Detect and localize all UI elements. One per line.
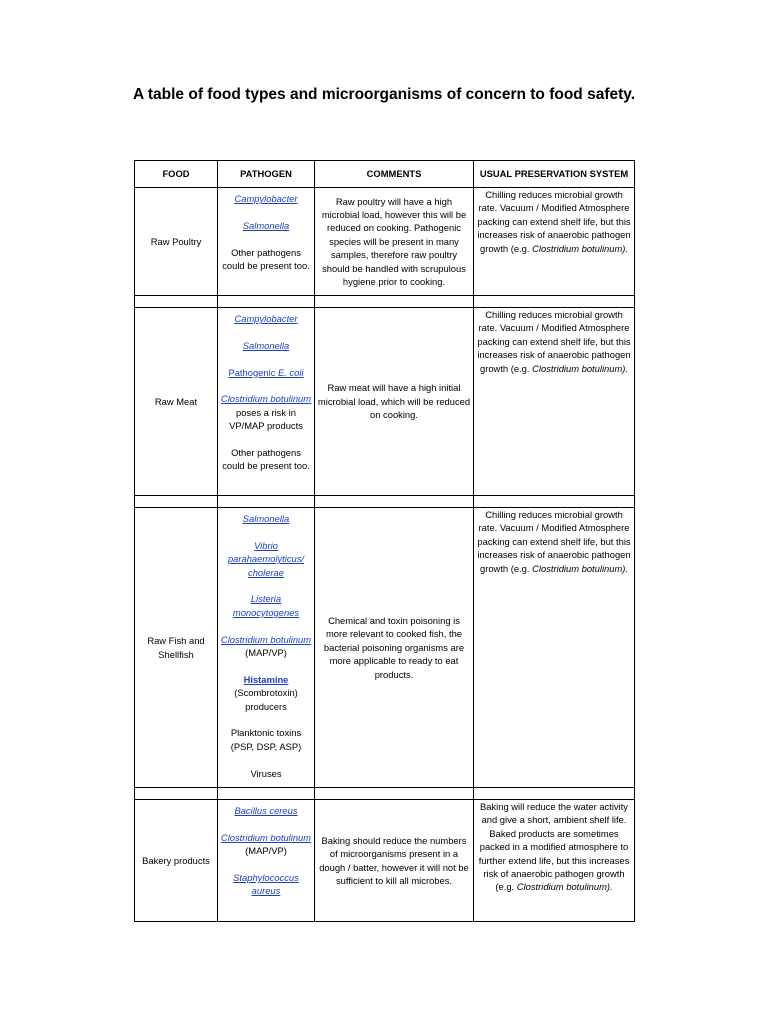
header-pathogen: PATHOGEN — [218, 161, 315, 188]
preservation-cell — [474, 508, 635, 788]
pathogen-note: (Scombrotoxin) producers — [234, 687, 298, 712]
comments-cell: Raw poultry will have a high microbial load, however this will be reduced on cooking. Pathogenic species will be present in many samples, therefore raw poultry should be handled with scrupulous hygiene prior to cooking. — [315, 188, 474, 296]
pathogen-link[interactable]: Campylobacter — [234, 313, 298, 324]
pathogen-link[interactable]: Clostridium botulinum — [220, 393, 312, 405]
pathogen-link[interactable]: Clostridium botulinum — [220, 831, 312, 843]
pathogen-link[interactable]: Salmonella — [242, 339, 290, 351]
preservation-organism: Clostridium botulinum). — [532, 362, 628, 374]
pathogen-link[interactable]: Salmonella — [242, 219, 290, 231]
preservation-organism: Clostridium botulinum). — [532, 562, 628, 574]
spacer-row — [135, 496, 635, 508]
pathogen-link[interactable]: Staphylococcus aureus — [233, 872, 299, 897]
pathogen-link[interactable]: Bacillus cereus — [234, 805, 298, 816]
header-row — [135, 161, 635, 188]
pathogen-cell — [218, 308, 315, 496]
comments-cell: Raw meat will have a high initial microbial load, which will be reduced on cooking. — [315, 308, 474, 496]
pathogen-note: (MAP/VP) — [245, 647, 287, 659]
preservation-cell — [474, 188, 635, 296]
table-row — [135, 188, 635, 296]
pathogen-link[interactable]: Histamine — [243, 673, 289, 685]
pathogen-cell — [218, 800, 315, 922]
pathogen-link[interactable] — [228, 367, 303, 378]
table-row — [135, 508, 635, 788]
pathogen-cell — [218, 188, 315, 296]
pathogen-link-prefix: Pathogenic — [228, 366, 276, 378]
pathogen-link[interactable]: Campylobacter — [234, 193, 298, 204]
pathogen-note: Other pathogens could be present too. — [222, 447, 310, 472]
food-cell: Bakery products — [135, 800, 218, 922]
pathogen-cell — [218, 508, 315, 788]
pathogen-link[interactable]: Clostridium botulinum — [220, 633, 312, 645]
pathogen-note: Planktonic toxins (PSP, DSP, ASP) — [230, 727, 302, 752]
page-title: A table of food types and microorganisms of concern to food safety. — [132, 86, 636, 103]
preservation-text: Baking will reduce the water activity and give a short, ambient shelf life. Baked products are sometimes packed in a modified atmosphere to further extend life, but this increases risk of anaerobic pathogen growth (e.g. — [478, 801, 630, 893]
pathogen-link-italic: E. coli — [278, 366, 304, 378]
preservation-cell — [474, 800, 635, 922]
food-cell: Raw Meat — [135, 308, 218, 496]
pathogen-note: poses a risk in VP/MAP products — [229, 406, 303, 432]
table-row — [135, 800, 635, 922]
food-safety-table — [134, 160, 635, 922]
preservation-cell — [474, 308, 635, 496]
preservation-organism: Clostridium botulinum). — [516, 881, 613, 893]
preservation-organism: Clostridium botulinum). — [532, 242, 628, 254]
preservation-text: Chilling reduces microbial growth rate. Vacuum / Modified Atmosphere packing can extend shelf life, but this increases risk of anaerobic pathogen growth (e.g. — [477, 189, 631, 254]
preservation-text: Chilling reduces microbial growth rate. Vacuum / Modified Atmosphere packing can extend shelf life, but this increases risk of anaerobic pathogen growth (e.g. — [477, 309, 631, 374]
comments-cell: Chemical and toxin poisoning is more relevant to cooked fish, the bacterial poisoning organisms are more applicable to ready to eat products. — [315, 508, 474, 788]
header-comments: COMMENTS — [315, 161, 474, 188]
header-food: FOOD — [135, 161, 218, 188]
table-row — [135, 308, 635, 496]
food-cell: Raw Poultry — [135, 188, 218, 296]
pathogen-link[interactable]: Vibrio parahaemolyticus/ cholerae — [227, 539, 305, 578]
pathogen-note: Viruses — [250, 767, 282, 779]
pathogen-note: (MAP/VP) — [245, 845, 287, 857]
spacer-row — [135, 788, 635, 800]
food-cell: Raw Fish and Shellfish — [135, 508, 218, 788]
pathogen-link[interactable]: Listeria monocytogenes — [232, 593, 300, 618]
header-preservation: USUAL PRESERVATION SYSTEM — [474, 161, 635, 188]
spacer-row — [135, 296, 635, 308]
preservation-text: Chilling reduces microbial growth rate. Vacuum / Modified Atmosphere packing can extend shelf life, but this increases risk of anaerobic pathogen growth (e.g. — [477, 509, 631, 574]
comments-cell: Baking should reduce the numbers of microorganisms present in a dough / batter, however it will not be sufficient to kill all microbes. — [315, 800, 474, 922]
pathogen-note: Other pathogens could be present too. — [222, 246, 310, 271]
pathogen-link[interactable]: Salmonella — [242, 513, 290, 524]
